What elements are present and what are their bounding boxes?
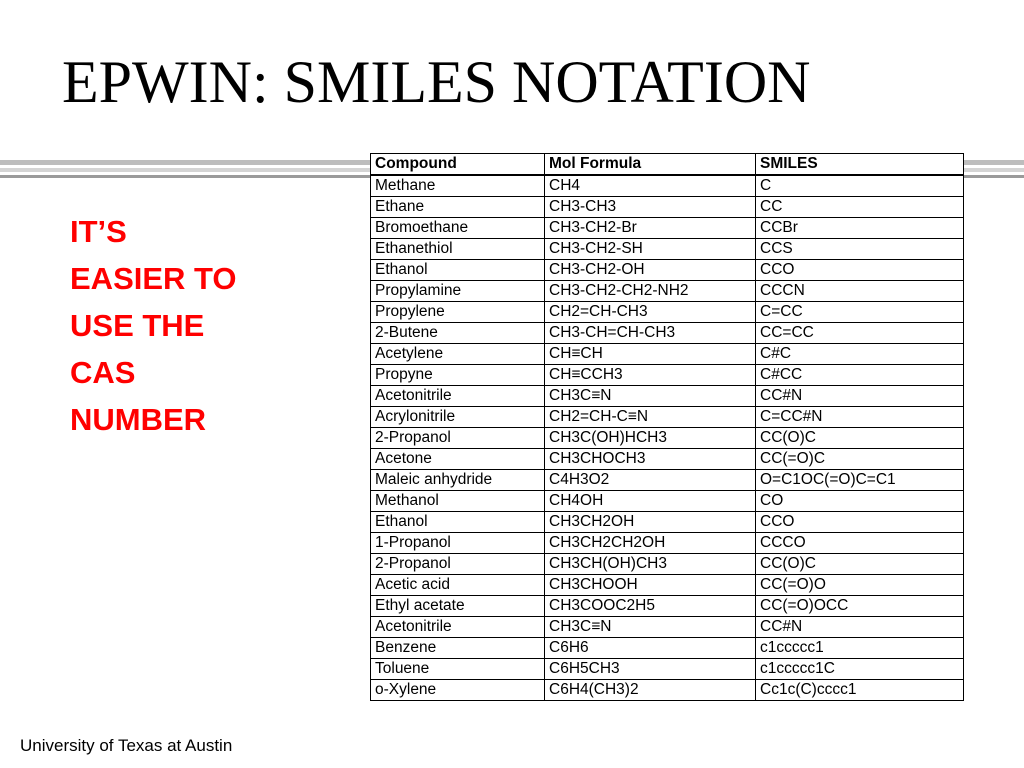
- header-compound: Compound: [371, 154, 545, 176]
- cell-mol-formula: CH3CH2CH2OH: [545, 533, 756, 554]
- cell-mol-formula: CH≡CH: [545, 344, 756, 365]
- cell-smiles: C#CC: [756, 365, 964, 386]
- cell-compound: Ethyl acetate: [371, 596, 545, 617]
- callout-line: IT’S: [70, 214, 127, 249]
- callout-line: USE THE: [70, 308, 205, 343]
- cell-compound: Acetone: [371, 449, 545, 470]
- cell-mol-formula: CH3-CH3: [545, 197, 756, 218]
- callout-line: NUMBER: [70, 402, 207, 437]
- callout-line: CAS: [70, 355, 136, 390]
- cell-compound: Methane: [371, 175, 545, 197]
- cell-mol-formula: CH3CHOCH3: [545, 449, 756, 470]
- table-row: [371, 218, 964, 239]
- cell-mol-formula: CH4OH: [545, 491, 756, 512]
- cell-smiles: CC(O)C: [756, 428, 964, 449]
- table-row: [371, 491, 964, 512]
- cell-mol-formula: CH≡CCH3: [545, 365, 756, 386]
- cell-compound: Benzene: [371, 638, 545, 659]
- table-body: [371, 175, 964, 701]
- cell-mol-formula: CH3CH2OH: [545, 512, 756, 533]
- cell-mol-formula: C6H5CH3: [545, 659, 756, 680]
- cell-smiles: CC: [756, 197, 964, 218]
- table-row: [371, 344, 964, 365]
- cell-mol-formula: CH3-CH2-Br: [545, 218, 756, 239]
- cell-mol-formula: CH3C≡N: [545, 386, 756, 407]
- cell-mol-formula: CH3-CH=CH-CH3: [545, 323, 756, 344]
- cell-mol-formula: CH3C≡N: [545, 617, 756, 638]
- cell-compound: 2-Propanol: [371, 554, 545, 575]
- cell-smiles: C=CC: [756, 302, 964, 323]
- cell-smiles: Cc1c(C)cccc1: [756, 680, 964, 701]
- cell-compound: Methanol: [371, 491, 545, 512]
- cell-compound: Acetic acid: [371, 575, 545, 596]
- cell-compound: Acrylonitrile: [371, 407, 545, 428]
- table-row: [371, 533, 964, 554]
- callout-line: EASIER TO: [70, 261, 237, 296]
- cell-mol-formula: CH3-CH2-OH: [545, 260, 756, 281]
- cell-smiles: C=CC#N: [756, 407, 964, 428]
- table-row: [371, 281, 964, 302]
- table-row: [371, 197, 964, 218]
- table-row: [371, 659, 964, 680]
- cell-compound: 1-Propanol: [371, 533, 545, 554]
- header-mol-formula: Mol Formula: [545, 154, 756, 176]
- header-smiles: SMILES: [756, 154, 964, 176]
- table-header-row: [371, 154, 964, 176]
- cell-smiles: CCCN: [756, 281, 964, 302]
- cell-smiles: CC#N: [756, 617, 964, 638]
- table-row: [371, 596, 964, 617]
- cell-compound: Propylamine: [371, 281, 545, 302]
- smiles-table: [370, 153, 964, 701]
- table-row: [371, 428, 964, 449]
- cell-compound: Acetonitrile: [371, 617, 545, 638]
- cell-smiles: c1ccccc1: [756, 638, 964, 659]
- cell-smiles: c1ccccc1C: [756, 659, 964, 680]
- table-row: [371, 302, 964, 323]
- cell-mol-formula: CH3COOC2H5: [545, 596, 756, 617]
- footer-text: University of Texas at Austin: [20, 736, 233, 755]
- cell-smiles: O=C1OC(=O)C=C1: [756, 470, 964, 491]
- cell-mol-formula: CH3-CH2-SH: [545, 239, 756, 260]
- table-row: [371, 470, 964, 491]
- cell-smiles: CC(=O)C: [756, 449, 964, 470]
- cell-smiles: CCBr: [756, 218, 964, 239]
- cell-mol-formula: C6H4(CH3)2: [545, 680, 756, 701]
- table-row: [371, 175, 964, 197]
- cell-smiles: C: [756, 175, 964, 197]
- cell-compound: Bromoethane: [371, 218, 545, 239]
- cell-mol-formula: CH3C(OH)HCH3: [545, 428, 756, 449]
- table-row: [371, 407, 964, 428]
- table-row: [371, 323, 964, 344]
- cell-mol-formula: C6H6: [545, 638, 756, 659]
- table-row: [371, 449, 964, 470]
- table-row: [371, 365, 964, 386]
- cell-smiles: CC(=O)O: [756, 575, 964, 596]
- cell-compound: Maleic anhydride: [371, 470, 545, 491]
- cell-smiles: CCS: [756, 239, 964, 260]
- table-row: [371, 638, 964, 659]
- cell-compound: Ethanol: [371, 512, 545, 533]
- cell-compound: 2-Butene: [371, 323, 545, 344]
- table-row: [371, 680, 964, 701]
- table-row: [371, 554, 964, 575]
- cell-smiles: CC(=O)OCC: [756, 596, 964, 617]
- table-row: [371, 239, 964, 260]
- cell-compound: o-Xylene: [371, 680, 545, 701]
- cell-smiles: CO: [756, 491, 964, 512]
- cell-mol-formula: CH2=CH-C≡N: [545, 407, 756, 428]
- cell-compound: Propyne: [371, 365, 545, 386]
- table-row: [371, 575, 964, 596]
- cell-mol-formula: C4H3O2: [545, 470, 756, 491]
- cell-mol-formula: CH4: [545, 175, 756, 197]
- cell-compound: Ethanol: [371, 260, 545, 281]
- cell-smiles: CCO: [756, 260, 964, 281]
- table-row: [371, 386, 964, 407]
- cell-mol-formula: CH3CH(OH)CH3: [545, 554, 756, 575]
- slide-title: EPWIN: SMILES NOTATION: [62, 49, 811, 115]
- smiles-table-container: [370, 153, 964, 701]
- cell-smiles: C#C: [756, 344, 964, 365]
- cell-smiles: CCCO: [756, 533, 964, 554]
- cell-compound: Acetonitrile: [371, 386, 545, 407]
- cell-smiles: CC(O)C: [756, 554, 964, 575]
- cell-mol-formula: CH2=CH-CH3: [545, 302, 756, 323]
- cell-compound: Ethane: [371, 197, 545, 218]
- cell-mol-formula: CH3CHOOH: [545, 575, 756, 596]
- cell-compound: Ethanethiol: [371, 239, 545, 260]
- cell-compound: Propylene: [371, 302, 545, 323]
- cell-smiles: CC#N: [756, 386, 964, 407]
- cell-compound: Toluene: [371, 659, 545, 680]
- table-row: [371, 617, 964, 638]
- cell-mol-formula: CH3-CH2-CH2-NH2: [545, 281, 756, 302]
- cell-compound: 2-Propanol: [371, 428, 545, 449]
- table-row: [371, 260, 964, 281]
- cell-compound: Acetylene: [371, 344, 545, 365]
- table-row: [371, 512, 964, 533]
- cell-smiles: CC=CC: [756, 323, 964, 344]
- callout-text: [70, 208, 320, 443]
- cell-smiles: CCO: [756, 512, 964, 533]
